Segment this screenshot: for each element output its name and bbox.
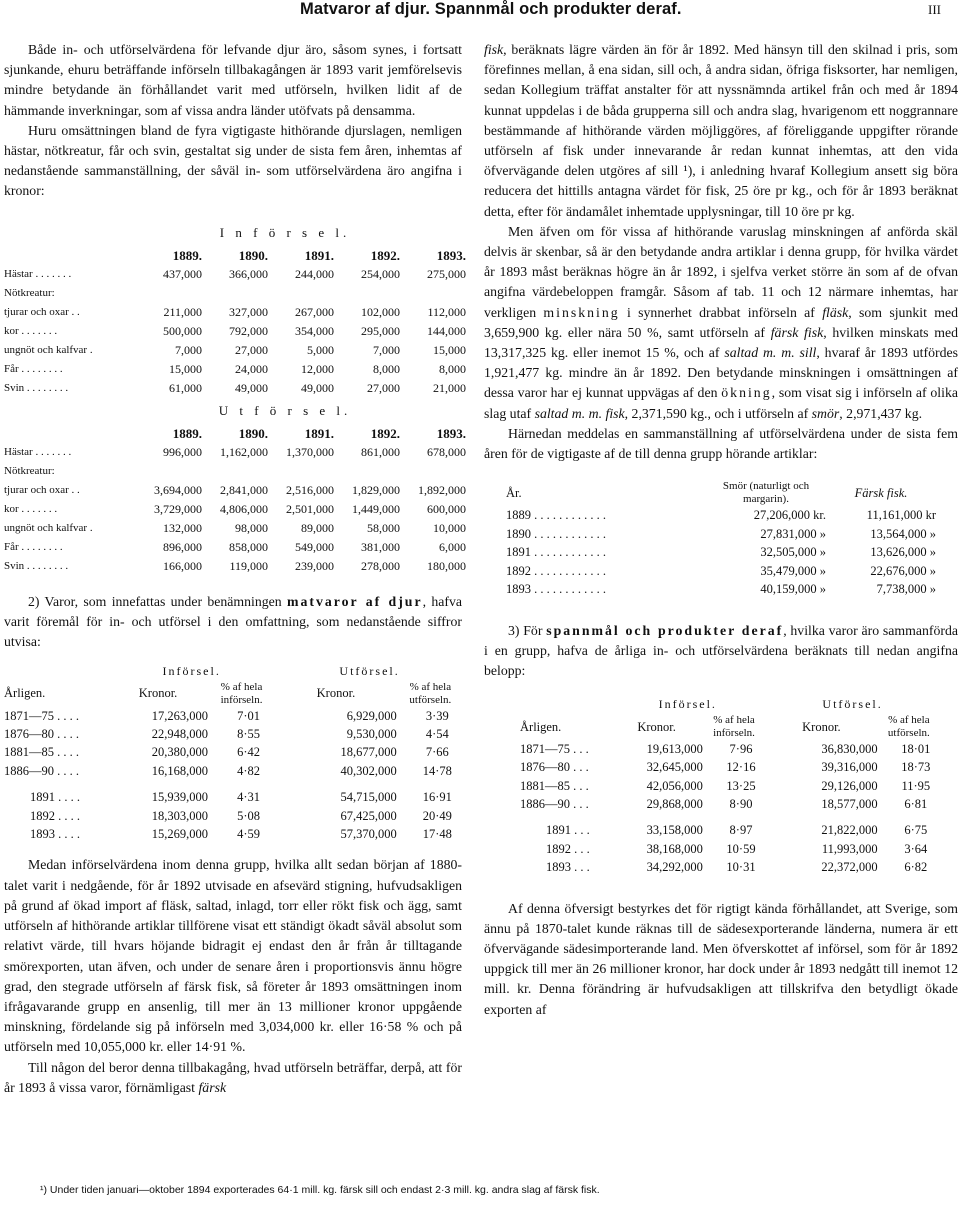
cell-value: 22,372,000 [821, 860, 878, 875]
year-header: 1892. [370, 247, 400, 263]
cell-value: 58,000 [367, 520, 400, 535]
table-row [520, 858, 940, 876]
row-label: ungnöt och kalfvar . [4, 521, 93, 534]
cell-value: 6·42 [237, 745, 261, 760]
cell-value: 19,613,000 [646, 741, 703, 756]
col-year: År. [506, 486, 522, 501]
year-header: 1892. [370, 425, 400, 441]
cell-value [334, 284, 400, 303]
row-label: 1891 . . . [546, 823, 590, 838]
col-pct: % af hela utförseln. [887, 713, 930, 739]
page-header [0, 0, 960, 20]
cell-value: 1,892,000 [418, 482, 466, 497]
col-kronor: Kronor. [637, 719, 676, 734]
paragraph: 2) Varor, som innefattas under benämningen matvaror af djur, hafva varit föremål för in- och utförsel i den omfattning, som nedanstående siffror utvisa: [4, 593, 463, 650]
col-kronor: Kronor. [316, 686, 356, 701]
cell-value: 42,056,000 [646, 778, 703, 793]
utforsel-heading: U t f ö r s e l. [218, 402, 352, 418]
row-label: 1893 . . . . . . . . . . . . [506, 582, 606, 597]
row-label: 1886—90 . . . . [4, 763, 79, 778]
table-row [520, 777, 940, 795]
cell-value [334, 462, 400, 481]
cell-value: 7,000 [175, 342, 202, 357]
cell-value: 102,000 [361, 304, 400, 319]
year-header: 1893. [436, 247, 466, 263]
table-row [4, 762, 464, 780]
row-label: 1893 . . . . [30, 827, 80, 842]
col-smor: Smör (naturligt och margarin). [722, 480, 810, 506]
paragraph: Af denna öfversigt bestyrkes det för rigtigt kända förhållandet, att Sverige, som ännu på 1870-talet kunde räknas till de sädesexporterande länderna, numera är ett öfvervägande sädesimporterande land. Men öfverskottet af införsel, som för år 1892 uppgick till mer än 26 millioner kronor, har dock under år 1893 nedgått till inemot 12 mill. kr. Denna förändring är hufvudsakligen att tillskrifva den betydligt ökade exporten af [484, 900, 958, 1017]
emphasis: smör [811, 405, 840, 421]
table-row [4, 538, 466, 557]
cell-value [136, 462, 202, 481]
cell-value: 267,000 [295, 304, 334, 319]
cell-value: 10,000 [433, 520, 466, 535]
cell-value: 36,830,000 [821, 741, 878, 756]
cell-value: 354,000 [295, 323, 334, 338]
row-label: 1876—80 . . . . [4, 727, 79, 742]
cell-value: 11,993,000 [821, 841, 878, 856]
emphasis: saltad m. m. fisk [534, 405, 625, 421]
row-label: Får . . . . . . . . [4, 540, 63, 553]
cell-value: 49,000 [301, 380, 334, 395]
row-label: 1881—85 . . . . [4, 745, 79, 760]
cell-value: 10·31 [726, 860, 756, 875]
butter-fish-table [506, 480, 936, 599]
emphasis: spannmål och produkter deraf [546, 622, 784, 638]
cell-value: 6·81 [904, 797, 928, 811]
emphasis: saltad m. m. sill [724, 345, 817, 361]
cell-value [202, 284, 268, 303]
col-pct: % af hela utförseln. [409, 680, 452, 706]
cell-value: 7·96 [729, 741, 753, 756]
row-label: 1892 . . . [546, 841, 590, 856]
cell-value: 18·73 [901, 760, 931, 775]
cell-value: 792,000 [229, 323, 268, 338]
cell-value: 1,829,000 [352, 482, 400, 497]
cell-value: 27,000 [367, 380, 400, 395]
row-label: kor . . . . . . . [4, 324, 58, 337]
cell-value: 34,292,000 [646, 860, 703, 875]
table-row [506, 562, 936, 581]
table-row [4, 807, 464, 825]
cell-value [268, 284, 334, 303]
table-row [4, 557, 466, 576]
meat-rows [4, 707, 464, 844]
footnote: ¹) Under tiden januari—oktober 1894 exporterades 64·1 mill. kg. färsk sill och endast 2·3 mill. kg. andra slag af färsk fisk. [40, 1184, 600, 1196]
cell-value: 327,000 [229, 304, 268, 319]
emphasis: fisk [484, 42, 504, 57]
right-column [484, 40, 958, 1020]
cell-value: 166,000 [163, 558, 202, 573]
cell-value: 6·75 [904, 823, 928, 838]
meat-table [4, 662, 464, 843]
cell-value: 278,000 [361, 558, 400, 573]
cell-value: 20,380,000 [151, 745, 208, 760]
row-label: 1881—85 . . . [520, 778, 589, 793]
row-label: 1891 . . . . . . . . . . . . [506, 545, 606, 560]
cell-value [400, 284, 466, 303]
cell-value: 8·90 [729, 797, 753, 811]
cell-value: 15,000 [433, 342, 466, 357]
cell-value: 4·31 [237, 790, 261, 805]
cell-value: 4,806,000 [220, 501, 268, 516]
table-row [520, 758, 940, 776]
cell-value: 1,449,000 [352, 501, 400, 516]
cell-value: 33,158,000 [646, 823, 703, 838]
cell-value: 896,000 [163, 539, 202, 554]
cell-value: 366,000 [229, 266, 268, 281]
row-label: 1890 . . . . . . . . . . . . [506, 526, 606, 541]
cell-value: 35,479,000 » [760, 563, 826, 578]
table-row [4, 788, 464, 806]
cell-value: 858,000 [229, 539, 268, 554]
row-label: 1876—80 . . . [520, 760, 589, 775]
left-column [4, 40, 466, 1098]
row-label: Nötkreatur: [4, 286, 55, 299]
paragraph: fisk, beräknats lägre värden än för år 1892. Med hänsyn till den skilnad i pris, som förefinnes mellan, å ena sidan, sill och, å andra sidan, öfriga fisksorter, har nemligen, sedan Kollegium träffat anstalter för att nyssnämnda artikel från och med år 1894 kunnat uppdelas i de båda grupperna sill och andra slag, hvarigenom ett noggrannare bestämmande af hithörande värden möjliggöres, af föreliggande uppgifter rörande utförseln af fisk under innevarande år redan kunnat inhemtas, att den vida öfvervägande delen utgöres af sill ¹), i anledning hvaraf Kollegium ansett sig böra reducera det hittills antagna värdet för fisk, 25 öre pr kg., och för år 1893 beräknat detta, efter för ändamålet inhemtade upplysningar, till 10 öre pr kg. [484, 42, 958, 219]
cell-value: 381,000 [361, 539, 400, 554]
cell-value: 6,929,000 [346, 708, 397, 723]
grain-table [520, 695, 940, 876]
row-label: 1871—75 . . . [520, 741, 589, 756]
cell-value: 144,000 [427, 323, 466, 338]
row-label: 1891 . . . . [30, 790, 80, 805]
cell-value: 211,000 [163, 304, 202, 319]
cell-value: 6,000 [439, 539, 466, 554]
cell-value: 6·82 [904, 860, 928, 875]
cell-value: 8·97 [729, 823, 753, 838]
row-label: Svin . . . . . . . . [4, 559, 69, 572]
table-row [4, 379, 466, 398]
cell-value: 67,425,000 [340, 808, 397, 823]
cell-value: 22,676,000 » [870, 563, 936, 578]
col-pct: % af hela införseln. [220, 680, 263, 706]
cell-value: 3,694,000 [154, 482, 202, 497]
paragraph: Huru omsättningen bland de fyra vigtigaste hithörande djurslagen, nemligen hästar, nötkreatur, får och svin, gestaltat sig under de sista fem åren, inhemtas af nedanstående sammanställning, der såväl in- som utförselvärdena äro angifna i kronor: [4, 122, 462, 199]
cell-value: 10·59 [726, 841, 756, 856]
cell-value: 500,000 [163, 323, 202, 338]
cell-value: 17·48 [422, 827, 452, 842]
utforsel-heading: Utförsel. [822, 697, 883, 712]
utforsel-heading: Utförsel. [339, 664, 400, 679]
cell-value: 12,000 [301, 361, 334, 376]
cell-value: 8,000 [373, 361, 400, 376]
page-number: III [928, 2, 941, 17]
cell-value: 38,168,000 [646, 841, 703, 856]
cell-value: 244,000 [295, 266, 334, 281]
col-year: Årligen. [520, 719, 562, 734]
years-row [4, 424, 466, 443]
col-year: Årligen. [4, 686, 46, 701]
cell-value: 4·82 [237, 763, 261, 778]
cell-value: 18,677,000 [340, 745, 397, 760]
paragraph: Men äfven om för vissa af hithörande varuslag minskningen af anförda skäl delvis är skenbar, så är den betydande andra artiklar i denna grupp, för hvilka värdet år 1893 måst beräknas högre än år 1892, i sjelfva verket större än som af de ofvan angifna värdebeloppen framgår. Såsom af tab. 11 och 12 närmare inhemtas, har verkligen minskning i synnerhet drabbat införseln af fläsk, som sjunkit med 3,659,900 kg. eller nära 50 %, samt utförseln af färsk fisk, hvilken minskats med 13,317,325 kg. eller inemot 15 %, och af saltad m. m. sill, hvaraf år 1893 utfördes 1,921,477 kg. mindre än år 1892. Den betydande minskningen i omsättningen af dessa varor har ej kunnat uppvägas af den ökning, som visat sig i införseln af olika slag utaf saltad m. m. fisk, 2,371,590 kg., och i utförseln af smör, 2,971,437 kg. [484, 223, 959, 421]
year-header: 1889. [172, 247, 202, 263]
paragraph: Härnedan meddelas en sammanställning af utförselvärdena under de sista fem åren för de vigtigaste af de till denna grupp hörande artiklar: [484, 425, 958, 462]
emphasis: matvaror af djur [287, 593, 423, 609]
cell-value [136, 284, 202, 303]
cell-value: 4·59 [237, 827, 261, 842]
row-label: 1871—75 . . . . [4, 708, 79, 723]
cell-value: 18·01 [901, 741, 931, 756]
emphasis: minskning [543, 304, 620, 320]
table-row [520, 795, 940, 813]
emphasis: färsk fisk [770, 324, 824, 340]
cell-value: 2,501,000 [286, 501, 334, 516]
table-row [4, 443, 466, 462]
year-header: 1890. [238, 425, 268, 441]
table-row [4, 341, 466, 360]
cell-value: 254,000 [361, 266, 400, 281]
emphasis: fläsk [822, 304, 849, 320]
cell-value [202, 462, 268, 481]
butter-rows [506, 506, 936, 599]
cell-value: 239,000 [295, 558, 334, 573]
row-label: kor . . . . . . . [4, 502, 58, 515]
col-kronor: Kronor. [802, 719, 841, 734]
table-row [520, 821, 940, 839]
cell-value: 2,516,000 [286, 482, 334, 497]
cell-value [268, 462, 334, 481]
cell-value: 132,000 [163, 520, 202, 535]
cell-value: 32,505,000 » [760, 545, 826, 560]
cell-value: 15,269,000 [151, 827, 208, 842]
table-row [4, 707, 464, 725]
table-row [520, 840, 940, 858]
year-header: 1889. [172, 425, 202, 441]
utforsel-rows [4, 443, 466, 576]
row-label: Hästar . . . . . . . [4, 445, 72, 458]
inforsel-heading: Införsel. [162, 664, 221, 679]
year-header: 1891. [304, 425, 334, 441]
table-row [506, 580, 936, 599]
cell-value: 7·66 [425, 745, 449, 760]
cell-value: 49,000 [235, 380, 268, 395]
cell-value: 13,564,000 » [870, 526, 936, 541]
table-row [4, 500, 466, 519]
col-fisk: Färsk fisk. [854, 486, 908, 501]
cell-value: 27,000 [235, 342, 268, 357]
paragraph: Till någon del beror denna tillbakagång, hvad utförseln beträffar, derpå, att för år 1893 å vissa varor, förnämligast färsk [4, 1059, 462, 1095]
cell-value: 27,206,000 kr. [753, 508, 826, 523]
row-label: tjurar och oxar . . [4, 483, 80, 496]
cell-value: 2,841,000 [220, 482, 268, 497]
cell-value: 57,370,000 [340, 827, 397, 842]
cell-value: 39,316,000 [821, 760, 878, 775]
cell-value: 4·54 [425, 727, 449, 742]
cell-value: 7,738,000 » [876, 582, 936, 597]
cell-value: 29,868,000 [646, 797, 703, 811]
cell-value: 89,000 [301, 520, 334, 535]
cell-value: 13,626,000 » [870, 545, 936, 560]
col-pct: % af hela införseln. [713, 713, 755, 739]
cell-value: 22,948,000 [151, 727, 208, 742]
cell-value: 3,729,000 [154, 501, 202, 516]
emphasis: färsk [198, 1079, 227, 1095]
row-label: 1892 . . . . [30, 808, 80, 823]
row-label: tjurar och oxar . . [4, 305, 80, 318]
cell-value: 61,000 [169, 380, 202, 395]
cell-value: 15,000 [169, 361, 202, 376]
grain-rows [520, 740, 940, 877]
cell-value [400, 462, 466, 481]
year-header: 1891. [304, 247, 334, 263]
cell-value: 14·78 [422, 763, 452, 778]
row-label: 1892 . . . . . . . . . . . . [506, 563, 606, 578]
table-row [4, 825, 464, 843]
cell-value: 3·64 [904, 841, 928, 856]
cell-value: 7·01 [237, 708, 261, 723]
cell-value: 11·95 [901, 778, 931, 793]
cell-value: 24,000 [235, 361, 268, 376]
row-label: Får . . . . . . . . [4, 362, 63, 375]
cell-value: 5·08 [237, 808, 261, 823]
paragraph: Medan införselvärdena inom denna grupp, hvilka allt sedan början af 1880-talet varit i nedgående, för år 1892 utvisade en afsevärd stigning, hufvudsakligen på grund af ökad import af fläsk, saltad, inlagd, torr eller rökt fisk och ägg, samt utförseln af hithörande artiklar tillförene visat ett ständigt ökadt såväl absolut som relativt värde, till hvars höjande bidragit ej endast den år från år tilltagande smörexporten, utan äfven, och under de senare åren i proportionsvis ännu högre grad, den stegrade utförseln af färsk fisk, så företer år 1893 omsättningen inom ifrågavarande grupp en ansenlig, till mer än 13 millioner kronor uppgående minskning, fördelande sig på införseln med 3,034,000 kr. eller 16·58 % och på utförseln med 10,055,000 kr. eller 14·91 %. [4, 857, 462, 1055]
cell-value: 1,370,000 [286, 444, 334, 459]
table-row [4, 322, 466, 341]
cell-value: 11,161,000 kr [866, 508, 936, 523]
cell-value: 21,822,000 [821, 823, 878, 838]
col-kronor: Kronor. [138, 686, 178, 701]
cell-value: 40,159,000 » [760, 582, 826, 597]
paragraph: Både in- och utförselvärdena för lefvande djur äro, såsom synes, i fortsatt sjunkande, ehuru beträffande införseln tillbakagången är 1893 varit jemförelsevis mindre betydande än förhållandet varit med utförseln, hvilken lidit af de hämmande inverkningar, som af vissa andra länder utöfvats på densamma. [4, 42, 462, 118]
row-label: ungnöt och kalfvar . [4, 343, 93, 356]
cell-value: 21,000 [433, 380, 466, 395]
cell-value: 54,715,000 [340, 790, 397, 805]
table-row [520, 740, 940, 758]
cell-value: 295,000 [361, 323, 400, 338]
cell-value: 15,939,000 [151, 790, 208, 805]
cell-value: 549,000 [295, 539, 334, 554]
row-label: 1893 . . . [546, 860, 590, 875]
table-row [4, 303, 466, 322]
cell-value: 17,263,000 [151, 708, 208, 723]
cell-value: 27,831,000 » [760, 526, 826, 541]
cell-value: 119,000 [229, 558, 268, 573]
cell-value: 18,303,000 [151, 808, 208, 823]
table-row [4, 725, 464, 743]
table-row [4, 462, 466, 481]
cell-value: 3·39 [425, 708, 449, 723]
cell-value: 20·49 [422, 808, 452, 823]
cell-value: 600,000 [427, 501, 466, 516]
cell-value: 8,000 [439, 361, 466, 376]
table-row [506, 525, 936, 544]
table-row [506, 543, 936, 562]
row-label: 1886—90 . . . [520, 797, 589, 811]
row-label: Nötkreatur: [4, 464, 55, 477]
cell-value: 180,000 [427, 558, 466, 573]
row-label: 1889 . . . . . . . . . . . . [506, 508, 606, 523]
row-label: Svin . . . . . . . . [4, 381, 69, 394]
year-header: 1893. [436, 425, 466, 441]
cell-value: 996,000 [163, 444, 202, 459]
emphasis: ökning [721, 385, 772, 401]
cell-value: 16·91 [422, 790, 452, 805]
table-row [4, 360, 466, 379]
cell-value: 678,000 [427, 444, 466, 459]
cell-value: 7,000 [373, 342, 400, 357]
cell-value: 1,162,000 [220, 444, 268, 459]
inforsel-heading: Införsel. [658, 697, 717, 712]
cell-value: 32,645,000 [646, 760, 703, 775]
cell-value: 5,000 [307, 342, 334, 357]
table-row [4, 284, 466, 303]
cell-value: 12·16 [726, 760, 756, 775]
table-row [506, 506, 936, 525]
cell-value: 13·25 [726, 778, 756, 793]
years-row [4, 246, 466, 265]
cell-value: 18,577,000 [821, 797, 878, 811]
running-title: Matvaror af djur. Spannmål och produkter deraf. [300, 0, 682, 18]
table-row [4, 743, 464, 761]
paragraph: 3) För spannmål och produkter deraf, hvilka varor äro sammanförda i en grupp, hafva de årliga in- och utförselvärdena beräknats till nedan angifna belopp: [484, 622, 959, 679]
cell-value: 40,302,000 [340, 763, 397, 778]
table-row [4, 265, 466, 284]
cell-value: 112,000 [427, 304, 466, 319]
cell-value: 9,530,000 [346, 727, 397, 742]
table-row [4, 519, 466, 538]
inforsel-heading: I n f ö r s e l. [219, 224, 351, 240]
cell-value: 8·55 [237, 727, 261, 742]
inforsel-rows [4, 265, 466, 398]
animals-table [4, 220, 466, 576]
cell-value: 98,000 [235, 520, 268, 535]
year-header: 1890. [238, 247, 268, 263]
cell-value: 29,126,000 [821, 778, 878, 793]
cell-value: 16,168,000 [151, 763, 208, 778]
cell-value: 275,000 [427, 266, 466, 281]
cell-value: 437,000 [163, 266, 202, 281]
row-label: Hästar . . . . . . . [4, 267, 72, 280]
table-row [4, 481, 466, 500]
cell-value: 861,000 [361, 444, 400, 459]
